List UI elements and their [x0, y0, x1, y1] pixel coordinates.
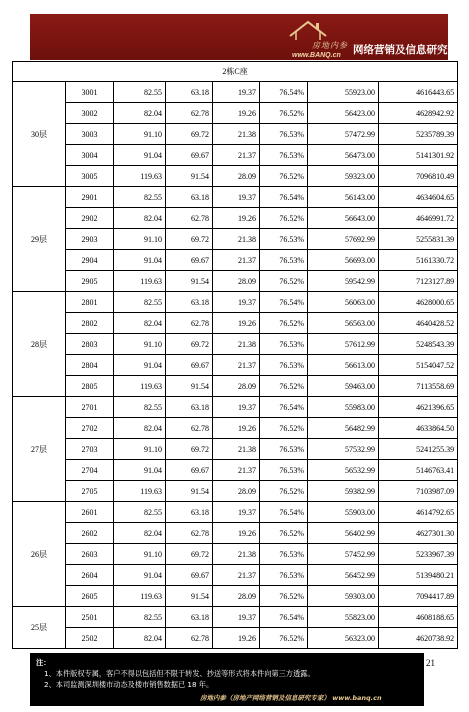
- table-cell: 57532.99: [308, 439, 379, 460]
- table-row: [13, 292, 458, 313]
- table-row: [13, 166, 458, 187]
- header-title: 网络营销及信息研究专家: [353, 44, 469, 56]
- table-cell: 76.52%: [260, 313, 308, 334]
- table-cell: 76.53%: [260, 565, 308, 586]
- table-cell: 5241255.39: [379, 439, 458, 460]
- table-cell: 119.63: [114, 481, 166, 502]
- table-cell: 57692.99: [308, 229, 379, 250]
- table-cell: 76.54%: [260, 82, 308, 103]
- table-cell: 57472.99: [308, 124, 379, 145]
- table-cell: 119.63: [114, 376, 166, 397]
- table-cell: 91.54: [166, 166, 213, 187]
- table-cell: 62.78: [166, 418, 213, 439]
- table-cell: 56613.00: [308, 355, 379, 376]
- table-cell: 82.04: [114, 418, 166, 439]
- table-cell: 28.09: [213, 271, 260, 292]
- unit-number-cell: 2502: [66, 628, 114, 649]
- table-cell: 7094417.89: [379, 586, 458, 607]
- table-cell: 56693.00: [308, 250, 379, 271]
- table-cell: 91.54: [166, 376, 213, 397]
- table-cell: 91.04: [114, 460, 166, 481]
- table-cell: 19.26: [213, 418, 260, 439]
- unit-number-cell: 2501: [66, 607, 114, 628]
- table-cell: 4634604.65: [379, 187, 458, 208]
- table-cell: 69.72: [166, 544, 213, 565]
- table-cell: 76.53%: [260, 229, 308, 250]
- unit-number-cell: 2701: [66, 397, 114, 418]
- table-cell: 19.37: [213, 292, 260, 313]
- table-cell: 19.26: [213, 208, 260, 229]
- table-cell: 69.72: [166, 439, 213, 460]
- unit-number-cell: 2601: [66, 502, 114, 523]
- table-row: [13, 565, 458, 586]
- table-row: [13, 481, 458, 502]
- table-cell: 21.38: [213, 124, 260, 145]
- table-cell: 76.52%: [260, 586, 308, 607]
- table-cell: 91.04: [114, 355, 166, 376]
- table-row: [13, 313, 458, 334]
- table-cell: 5154047.52: [379, 355, 458, 376]
- table-row: [13, 376, 458, 397]
- table-cell: 76.52%: [260, 481, 308, 502]
- table-cell: 19.37: [213, 607, 260, 628]
- table-cell: 62.78: [166, 103, 213, 124]
- table-row: [13, 397, 458, 418]
- table-cell: 69.67: [166, 460, 213, 481]
- table-row: [13, 460, 458, 481]
- unit-number-cell: 2801: [66, 292, 114, 313]
- table-cell: 76.53%: [260, 544, 308, 565]
- table-cell: 19.37: [213, 502, 260, 523]
- unit-number-cell: 2902: [66, 208, 114, 229]
- table-cell: 7113558.69: [379, 376, 458, 397]
- unit-number-cell: 2803: [66, 334, 114, 355]
- unit-number-cell: 2703: [66, 439, 114, 460]
- table-cell: 19.37: [213, 82, 260, 103]
- table-cell: 82.55: [114, 397, 166, 418]
- table-cell: 76.52%: [260, 376, 308, 397]
- table-cell: 82.04: [114, 628, 166, 649]
- table-cell: 76.54%: [260, 607, 308, 628]
- table-cell: 82.04: [114, 103, 166, 124]
- table-cell: 5255831.39: [379, 229, 458, 250]
- table-cell: 5248543.39: [379, 334, 458, 355]
- table-row: [13, 82, 458, 103]
- table-cell: 57452.99: [308, 544, 379, 565]
- table-cell: 76.52%: [260, 103, 308, 124]
- table-cell: 76.53%: [260, 250, 308, 271]
- table-cell: 76.52%: [260, 628, 308, 649]
- table-cell: 59463.00: [308, 376, 379, 397]
- table-row: [13, 187, 458, 208]
- table-cell: 21.38: [213, 229, 260, 250]
- table-cell: 4614792.65: [379, 502, 458, 523]
- unit-number-cell: 2602: [66, 523, 114, 544]
- table-cell: 56643.00: [308, 208, 379, 229]
- table-cell: 119.63: [114, 166, 166, 187]
- table-cell: 4627301.30: [379, 523, 458, 544]
- table-cell: 55983.00: [308, 397, 379, 418]
- unit-number-cell: 2905: [66, 271, 114, 292]
- table-cell: 91.10: [114, 124, 166, 145]
- table-row: [13, 607, 458, 628]
- table-cell: 4646991.72: [379, 208, 458, 229]
- header-banner: [30, 14, 469, 60]
- table-cell: 56482.99: [308, 418, 379, 439]
- table-row: [13, 439, 458, 460]
- table-cell: 63.18: [166, 187, 213, 208]
- table-cell: 69.67: [166, 145, 213, 166]
- table-cell: 62.78: [166, 628, 213, 649]
- table-cell: 119.63: [114, 586, 166, 607]
- table-row: [13, 208, 458, 229]
- table-cell: 4640428.52: [379, 313, 458, 334]
- table-cell: 55923.00: [308, 82, 379, 103]
- table-row: [13, 334, 458, 355]
- table-row: [13, 502, 458, 523]
- table-cell: 56323.00: [308, 628, 379, 649]
- table-cell: 56563.00: [308, 313, 379, 334]
- table-cell: 91.10: [114, 229, 166, 250]
- table-cell: 91.54: [166, 586, 213, 607]
- table-cell: 82.55: [114, 607, 166, 628]
- floor-label: 27层: [13, 397, 66, 502]
- table-cell: 59323.00: [308, 166, 379, 187]
- floor-label: 28层: [13, 292, 66, 397]
- price-table: [12, 61, 458, 649]
- table-row: [13, 544, 458, 565]
- table-cell: 4628942.92: [379, 103, 458, 124]
- table-cell: 91.04: [114, 145, 166, 166]
- unit-number-cell: 3005: [66, 166, 114, 187]
- table-cell: 91.10: [114, 544, 166, 565]
- table-cell: 91.10: [114, 439, 166, 460]
- table-row: [13, 523, 458, 544]
- table-cell: 62.78: [166, 208, 213, 229]
- table-cell: 21.37: [213, 250, 260, 271]
- page-number: 21: [426, 658, 435, 668]
- table-cell: 119.63: [114, 271, 166, 292]
- table-cell: 76.52%: [260, 523, 308, 544]
- floor-label: 29层: [13, 187, 66, 292]
- table-cell: 19.26: [213, 628, 260, 649]
- table-cell: 19.26: [213, 523, 260, 544]
- table-cell: 19.37: [213, 187, 260, 208]
- table-cell: 76.54%: [260, 187, 308, 208]
- unit-number-cell: 3003: [66, 124, 114, 145]
- table-cell: 5141301.92: [379, 145, 458, 166]
- table-cell: 56143.00: [308, 187, 379, 208]
- table-cell: 82.55: [114, 292, 166, 313]
- table-cell: 5146763.41: [379, 460, 458, 481]
- table-cell: 82.04: [114, 208, 166, 229]
- unit-number-cell: 2904: [66, 250, 114, 271]
- table-cell: 5161330.72: [379, 250, 458, 271]
- table-cell: 4608188.65: [379, 607, 458, 628]
- table-cell: 57612.99: [308, 334, 379, 355]
- table-cell: 76.53%: [260, 439, 308, 460]
- unit-number-cell: 2603: [66, 544, 114, 565]
- table-row: [13, 124, 458, 145]
- table-cell: 28.09: [213, 481, 260, 502]
- table-cell: 63.18: [166, 82, 213, 103]
- table-cell: 21.37: [213, 355, 260, 376]
- table-cell: 82.04: [114, 313, 166, 334]
- table-cell: 76.52%: [260, 208, 308, 229]
- table-cell: 21.38: [213, 544, 260, 565]
- table-cell: 59382.99: [308, 481, 379, 502]
- table-cell: 21.37: [213, 565, 260, 586]
- table-cell: 76.54%: [260, 502, 308, 523]
- unit-number-cell: 3002: [66, 103, 114, 124]
- table-cell: 7103987.09: [379, 481, 458, 502]
- notes-title: 注：: [36, 658, 51, 667]
- unit-number-cell: 3004: [66, 145, 114, 166]
- table-cell: 28.09: [213, 376, 260, 397]
- table-cell: 69.67: [166, 250, 213, 271]
- table-cell: 76.53%: [260, 460, 308, 481]
- table-cell: 69.67: [166, 565, 213, 586]
- table-cell: 69.72: [166, 334, 213, 355]
- table-cell: 21.38: [213, 334, 260, 355]
- table-cell: 76.52%: [260, 166, 308, 187]
- table-row: [13, 271, 458, 292]
- unit-number-cell: 2704: [66, 460, 114, 481]
- table-cell: 91.54: [166, 481, 213, 502]
- table-row: [13, 586, 458, 607]
- logo-script: 房地内参: [312, 41, 348, 50]
- unit-number-cell: 2903: [66, 229, 114, 250]
- table-cell: 76.53%: [260, 334, 308, 355]
- table-cell: 28.09: [213, 166, 260, 187]
- table-row: [13, 250, 458, 271]
- table-cell: 91.54: [166, 271, 213, 292]
- table-cell: 69.72: [166, 124, 213, 145]
- table-cell: 4620738.92: [379, 628, 458, 649]
- table-cell: 76.53%: [260, 355, 308, 376]
- notes-box: [30, 653, 424, 706]
- floor-label: 26层: [13, 502, 66, 607]
- table-cell: 5139480.21: [379, 565, 458, 586]
- table-cell: 62.78: [166, 313, 213, 334]
- unit-number-cell: 2705: [66, 481, 114, 502]
- unit-number-cell: 2702: [66, 418, 114, 439]
- table-cell: 28.09: [213, 586, 260, 607]
- table-cell: 91.04: [114, 565, 166, 586]
- table-row: [13, 628, 458, 649]
- table-cell: 21.38: [213, 439, 260, 460]
- unit-number-cell: 2604: [66, 565, 114, 586]
- table-cell: 4628000.65: [379, 292, 458, 313]
- table-cell: 21.37: [213, 460, 260, 481]
- table-row: [13, 355, 458, 376]
- table-cell: 19.26: [213, 103, 260, 124]
- table-cell: 63.18: [166, 502, 213, 523]
- table-row: [13, 103, 458, 124]
- table-cell: 56423.00: [308, 103, 379, 124]
- table-cell: 7096810.49: [379, 166, 458, 187]
- table-cell: 63.18: [166, 292, 213, 313]
- table-row: [13, 229, 458, 250]
- floor-label: 30层: [13, 82, 66, 187]
- table-cell: 69.72: [166, 229, 213, 250]
- table-cell: 91.04: [114, 250, 166, 271]
- house-logo-icon: [288, 18, 346, 42]
- note-line-2: 2、本司监测深圳楼市动态及楼市销售数据已 18 年。: [44, 680, 214, 689]
- table-cell: 69.67: [166, 355, 213, 376]
- table-cell: 59303.00: [308, 586, 379, 607]
- table-cell: 76.52%: [260, 418, 308, 439]
- table-cell: 5233967.39: [379, 544, 458, 565]
- unit-number-cell: 2802: [66, 313, 114, 334]
- table-cell: 7123127.89: [379, 271, 458, 292]
- table-cell: 55903.00: [308, 502, 379, 523]
- building-title: 2栋C座: [13, 62, 458, 82]
- floor-label: 25层: [13, 607, 66, 649]
- table-cell: 19.26: [213, 313, 260, 334]
- table-row: [13, 145, 458, 166]
- table-cell: 91.10: [114, 334, 166, 355]
- table-cell: 21.37: [213, 145, 260, 166]
- table-cell: 82.55: [114, 187, 166, 208]
- table-cell: 63.18: [166, 607, 213, 628]
- table-cell: 4633864.50: [379, 418, 458, 439]
- unit-number-cell: 2805: [66, 376, 114, 397]
- table-cell: 82.55: [114, 82, 166, 103]
- table-cell: 63.18: [166, 397, 213, 418]
- note-line-1: 1、本件版权专属，客户不得以包括但不限于转发、抄送等形式将本件向第三方透露。: [44, 669, 315, 678]
- table-cell: 4616443.65: [379, 82, 458, 103]
- table-cell: 56532.99: [308, 460, 379, 481]
- logo-url: www.BANQ.cn: [292, 52, 341, 59]
- table-cell: 62.78: [166, 523, 213, 544]
- table-cell: 4621396.65: [379, 397, 458, 418]
- table-cell: 56402.99: [308, 523, 379, 544]
- table-cell: 76.54%: [260, 397, 308, 418]
- unit-number-cell: 2901: [66, 187, 114, 208]
- table-cell: 56452.99: [308, 565, 379, 586]
- table-cell: 5235789.39: [379, 124, 458, 145]
- unit-number-cell: 3001: [66, 82, 114, 103]
- table-cell: 82.55: [114, 502, 166, 523]
- table-cell: 59542.99: [308, 271, 379, 292]
- table-cell: 19.37: [213, 397, 260, 418]
- table-row: [13, 418, 458, 439]
- table-cell: 76.53%: [260, 145, 308, 166]
- table-cell: 76.54%: [260, 292, 308, 313]
- table-cell: 56473.00: [308, 145, 379, 166]
- table-cell: 76.52%: [260, 271, 308, 292]
- notes-footer: 房地内参（房地产网络营销及信息研究专家） www.banq.cn: [200, 694, 382, 702]
- table-cell: 55823.00: [308, 607, 379, 628]
- unit-number-cell: 2804: [66, 355, 114, 376]
- table-cell: 76.53%: [260, 124, 308, 145]
- table-cell: 56063.00: [308, 292, 379, 313]
- table-cell: 82.04: [114, 523, 166, 544]
- unit-number-cell: 2605: [66, 586, 114, 607]
